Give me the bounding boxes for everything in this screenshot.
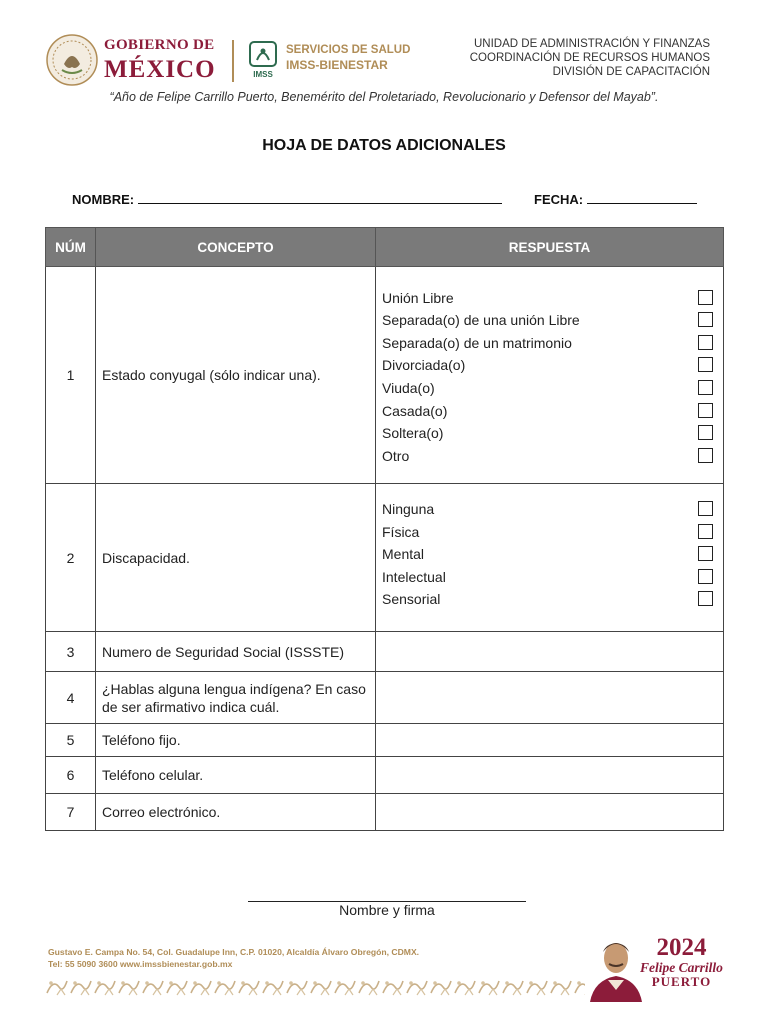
option-separada-matrimonio xyxy=(382,332,717,355)
fecha-blank-line[interactable] xyxy=(587,192,697,204)
row-answer-options xyxy=(376,267,724,484)
table-row-discapacidad xyxy=(46,484,724,632)
option-label: Separada(o) de un matrimonio xyxy=(382,334,572,351)
option-ninguna xyxy=(382,498,717,521)
gov-line1: GOBIERNO DE xyxy=(104,37,215,53)
row-num: 5 xyxy=(46,724,96,757)
imss-logo xyxy=(248,40,278,80)
option-label: Viuda(o) xyxy=(382,380,435,396)
row-num: 1 xyxy=(46,267,96,484)
checkbox-sensorial[interactable] xyxy=(698,591,713,606)
option-mental xyxy=(382,543,717,566)
checkbox-otro[interactable] xyxy=(698,448,713,463)
row-concept: Numero de Seguridad Social (ISSSTE) xyxy=(96,632,376,672)
row-concept: ¿Hablas alguna lengua indígena? En caso de ser afirmativo indica cuál. xyxy=(96,672,376,724)
footer-contact: Tel: 55 5090 3600 www.imssbienestar.gob.mx xyxy=(48,959,233,969)
checkbox-union-libre[interactable] xyxy=(698,290,713,305)
answer-field-seguridad-social[interactable] xyxy=(376,632,724,672)
anniv-name2: PUERTO xyxy=(651,973,712,989)
services-line1: SERVICIOS DE SALUD xyxy=(286,44,411,56)
answer-field-telefono-celular[interactable] xyxy=(376,757,724,794)
unit-block xyxy=(470,37,710,79)
checkbox-fisica[interactable] xyxy=(698,524,713,539)
signature-label: Nombre y firma xyxy=(339,902,435,918)
row-answer-options xyxy=(376,484,724,632)
option-label: Intelectual xyxy=(382,568,446,585)
unit-line: COORDINACIÓN DE RECURSOS HUMANOS xyxy=(469,52,710,64)
row-num: 7 xyxy=(46,794,96,831)
checkbox-soltera[interactable] xyxy=(698,425,713,440)
gov-line2: MÉXICO xyxy=(104,56,216,83)
header-divider xyxy=(232,40,234,82)
table-header-row xyxy=(46,228,724,267)
option-union-libre xyxy=(382,287,717,310)
option-label: Física xyxy=(382,523,420,540)
option-label: Otro xyxy=(382,447,410,464)
option-label: Casada(o) xyxy=(382,402,448,419)
row-num: 3 xyxy=(46,632,96,672)
row-num: 6 xyxy=(46,757,96,794)
checkbox-casada[interactable] xyxy=(698,403,713,418)
answer-field-correo[interactable] xyxy=(376,794,724,831)
year-motto: “Año de Felipe Carrillo Puerto, Benemérito del Proletariado, Revolucionario y Defensor del Mayab”. xyxy=(109,90,659,104)
table-row-correo xyxy=(46,794,724,831)
row-concept: Teléfono fijo. xyxy=(96,724,376,757)
checkbox-divorciada[interactable] xyxy=(698,357,713,372)
nombre-field[interactable] xyxy=(72,192,502,207)
option-label: Ninguna xyxy=(382,501,435,518)
government-wordmark xyxy=(104,38,216,82)
option-label: Divorciada(o) xyxy=(382,357,466,374)
row-concept: Teléfono celular. xyxy=(96,757,376,794)
option-label: Unión Libre xyxy=(382,289,454,306)
fecha-label: FECHA: xyxy=(534,192,584,207)
option-label: Separada(o) de una unión Libre xyxy=(382,312,580,329)
header-answer: RESPUESTA xyxy=(376,228,724,267)
anniversary-logo xyxy=(640,935,723,988)
table-row-estado-conyugal xyxy=(46,267,724,484)
option-fisica xyxy=(382,521,717,544)
anniv-name: Felipe Carrillo xyxy=(640,960,723,975)
option-label: Mental xyxy=(382,546,425,563)
option-otro xyxy=(382,445,717,468)
option-intelectual xyxy=(382,566,717,589)
option-separada-union xyxy=(382,309,717,332)
header-concept: CONCEPTO xyxy=(96,228,376,267)
table-row-telefono-fijo xyxy=(46,724,724,757)
option-label: Sensorial xyxy=(382,591,441,608)
document-title: HOJA DE DATOS ADICIONALES xyxy=(262,137,506,154)
services-wordmark xyxy=(286,44,410,73)
answer-field-telefono-fijo[interactable] xyxy=(376,724,724,757)
option-casada xyxy=(382,400,717,423)
row-num: 4 xyxy=(46,672,96,724)
checkbox-viuda[interactable] xyxy=(698,380,713,395)
table-row-lengua-indigena xyxy=(46,672,724,724)
footer-address-block xyxy=(48,946,419,970)
row-concept: Estado conyugal (sólo indicar una). xyxy=(96,267,376,484)
option-label: Soltera(o) xyxy=(382,425,444,442)
anniv-year: 2024 xyxy=(656,934,707,961)
checkbox-separada-matrimonio[interactable] xyxy=(698,335,713,350)
checkbox-intelectual[interactable] xyxy=(698,569,713,584)
nombre-blank-line[interactable] xyxy=(138,192,502,204)
imss-logo-text: IMSS xyxy=(253,70,273,79)
table-row-telefono-celular xyxy=(46,757,724,794)
option-soltera xyxy=(382,422,717,445)
services-line2: IMSS-BIENESTAR xyxy=(286,58,388,73)
footer-address: Gustavo E. Campa No. 54, Col. Guadalupe Inn, C.P. 01020, Alcaldía Álvaro Obregón, CDMX. xyxy=(48,947,420,957)
header-num: NÚM xyxy=(46,228,96,267)
checkbox-ninguna[interactable] xyxy=(698,501,713,516)
unit-line: UNIDAD DE ADMINISTRACIÓN Y FINANZAS xyxy=(474,38,710,50)
checkbox-mental[interactable] xyxy=(698,546,713,561)
data-table xyxy=(45,227,724,831)
row-concept: Correo electrónico. xyxy=(96,794,376,831)
answer-field-lengua-indigena[interactable] xyxy=(376,672,724,724)
checkbox-separada-union[interactable] xyxy=(698,312,713,327)
felipe-carrillo-portrait xyxy=(586,930,646,1002)
option-divorciada xyxy=(382,354,717,377)
unit-line: DIVISIÓN DE CAPACITACIÓN xyxy=(552,66,710,78)
nombre-label: NOMBRE: xyxy=(72,192,135,207)
fecha-field[interactable] xyxy=(534,192,697,207)
row-concept: Discapacidad. xyxy=(96,484,376,632)
table-row-seguridad-social xyxy=(46,632,724,672)
national-seal-logo xyxy=(46,34,98,86)
option-viuda xyxy=(382,377,717,400)
row-num: 2 xyxy=(46,484,96,632)
option-sensorial xyxy=(382,588,717,611)
decorative-pattern-band xyxy=(45,975,585,997)
